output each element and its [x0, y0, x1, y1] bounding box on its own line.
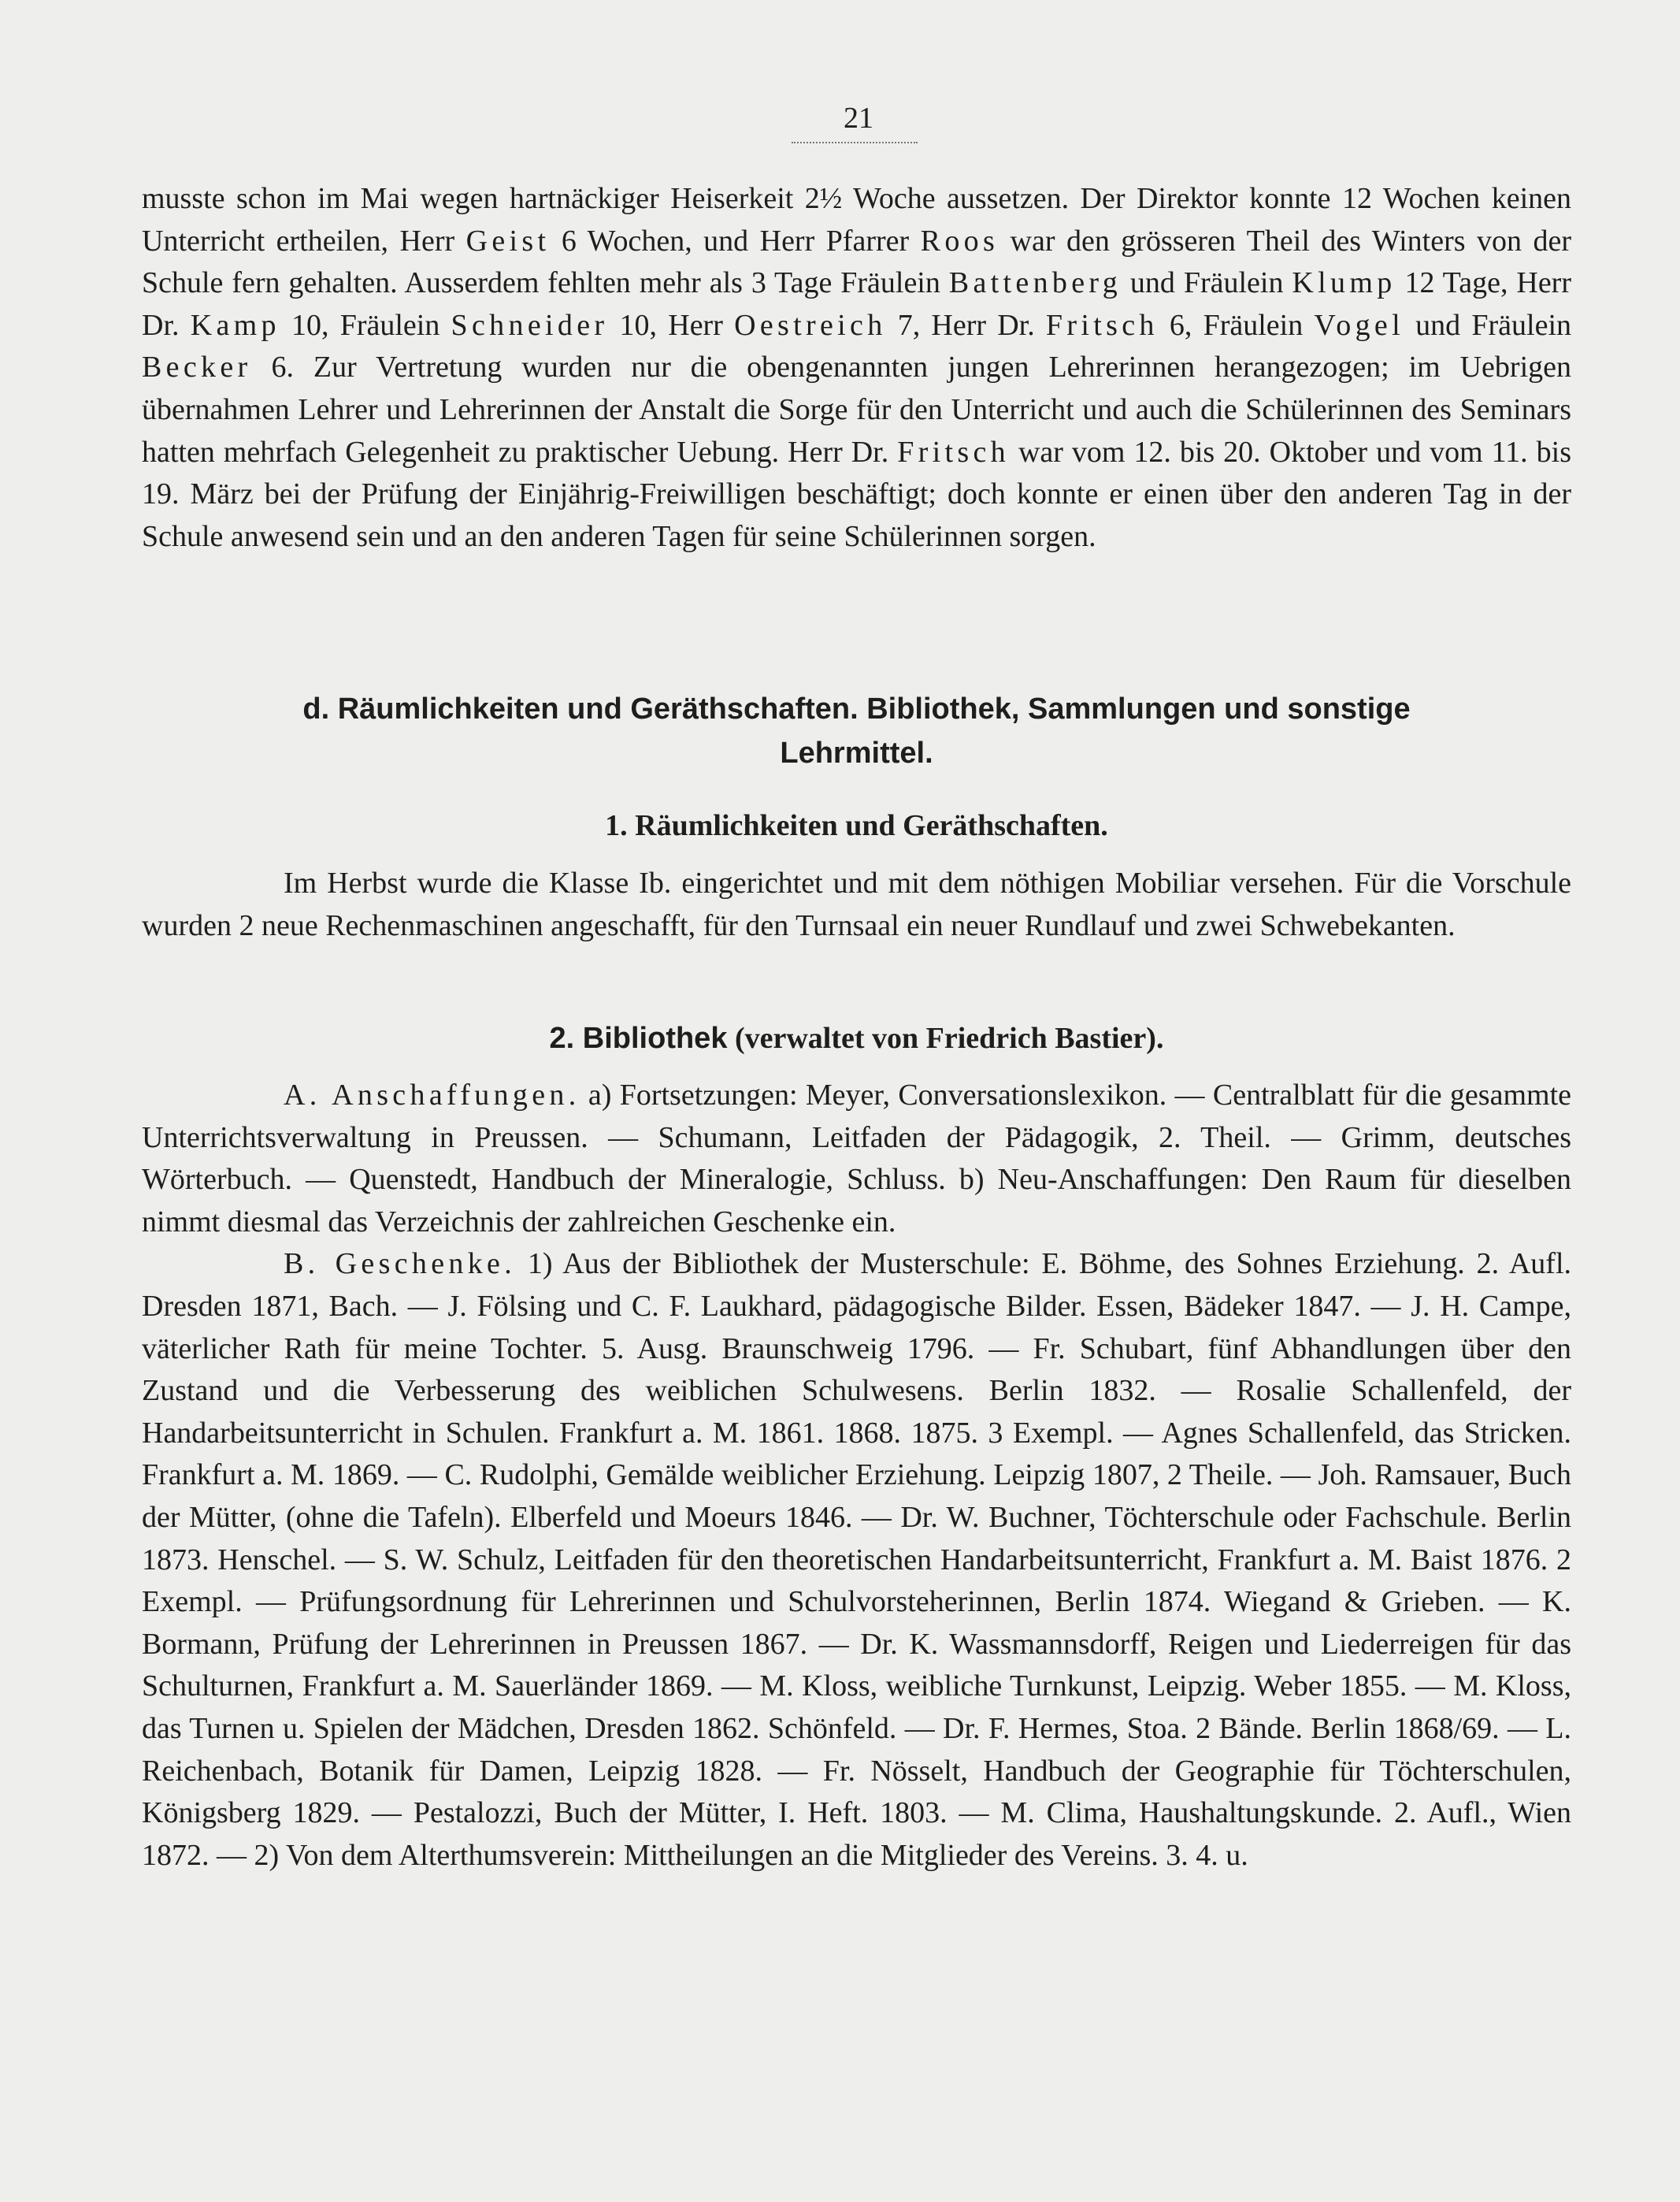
intro-paragraph	[142, 178, 1571, 558]
paragraph-anschaffungen	[142, 1075, 1571, 1243]
text-run: war vom 12. bis 20. Oktober und vom 11. bis 19. März bei der Prüfung der Einjährig-Freiwilligen beschäftigt; doch konnte er einen über den anderen Tag in der Schule anwesend sein und an den anderen Tagen für seine Schülerinnen sorgen.	[142, 435, 1571, 553]
person-name: Roos	[920, 224, 999, 258]
paragraph-text: 1) Aus der Bibliothek der Musterschule: E. Böhme, des Sohnes Erziehung. 2. Aufl. Dresden 1871, Bach. — J. Fölsing und C. F. Laukhard, pädagogische Bilder. Essen, Bädeker 1847. — J. H. Campe, väterlicher Rath für meine Tochter. 5. Ausg. Braunschweig 1796. — Fr. Schubart, fünf Abhandlungen über den Zustand und die Verbesserung des weiblichen Schulwesens. Berlin 1832. — Rosalie Schallenfeld, der Handarbeitsunterricht in Schulen. Frankfurt a. M. 1861. 1868. 1875. 3 Exempl. — Agnes Schallenfeld, das Stricken. Frankfurt a. M. 1869. — C. Rudolphi, Gemälde weiblicher Erziehung. Leipzig 1807, 2 Theile. — Joh. Ramsauer, Buch der Mütter, (ohne die Tafeln). Elberfeld und Moeurs 1846. — Dr. W. Buchner, Töchterschule oder Fachschule. Berlin 1873. Henschel. — S. W. Schulz, Leitfaden für den theoretischen Handarbeitsunterricht, Frankfurt a. M. Baist 1876. 2 Exempl. — Prüfungsordnung für Lehrerinnen und Schulvorsteherinnen, Berlin 1874. Wiegand & Grieben. — K. Bormann, Prüfung der Lehrerinnen in Preussen 1867. — Dr. K. Wassmannsdorff, Reigen und Liederreigen für das Schulturnen, Frankfurt a. M. Sauerländer 1869. — M. Kloss, weibliche Turnkunst, Leipzig. Weber 1855. — M. Kloss, das Turnen u. Spielen der Mädchen, Dresden 1862. Schönfeld. — Dr. F. Hermes, Stoa. 2 Bände. Berlin 1868/69. — L. Reichenbach, Botanik für Damen, Leipzig 1828. — Fr. Nösselt, Handbuch der Geographie für Töchterschulen, Königsberg 1829. — Pestalozzi, Buch der Mütter, I. Heft. 1803. — M. Clima, Haushaltungskunde. 2. Aufl., Wien 1872. — 2) Von dem Alterthumsverein: Mittheilungen an die Mitglieder des Vereins. 3. 4. u.	[142, 1247, 1571, 1872]
paragraph-label: A. Anschaffungen.	[284, 1079, 580, 1112]
text-run: 7, Herr Dr.	[886, 308, 1046, 342]
text-run: 6, Fräulein	[1158, 308, 1315, 342]
subsection-2-heading	[142, 1016, 1571, 1060]
section-d-heading-line1: d. Räumlichkeiten und Geräthschaften. Bibliothek, Sammlungen und sonstige	[302, 693, 1411, 726]
subsection-2-heading-bold: 2. Bibliothek	[549, 1022, 728, 1055]
paragraph-label: B. Geschenke.	[284, 1247, 517, 1281]
person-name: Vogel	[1314, 308, 1404, 342]
subsection-1-heading: 1. Räumlichkeiten und Geräthschaften.	[605, 809, 1108, 842]
person-name: Kamp	[190, 308, 280, 342]
person-name: Fritsch	[1045, 308, 1159, 342]
person-name: Oestreich	[734, 308, 887, 342]
paragraph-text: a) Fortsetzungen: Meyer, Conversationslexikon. — Centralblatt für die gesammte Unterrichtsverwaltung in Preussen. — Schumann, Leitfaden der Pädagogik, 2. Theil. — Grimm, deutsches Wörterbuch. — Quenstedt, Handbuch der Mineralogie, Schluss. b) Neu-Anschaffungen: Den Raum für dieselben nimmt diesmal das Verzeichnis der zahlreichen Geschenke ein.	[142, 1079, 1571, 1238]
section-d-heading-line2: Lehrmittel.	[780, 737, 933, 770]
text-run: 10, Herr	[608, 308, 735, 342]
page-number: 21	[844, 102, 873, 135]
person-name: Fritsch	[897, 435, 1010, 469]
subsection-2-block	[142, 1075, 1571, 1877]
text-run: 12 Tage, Herr Dr.	[142, 266, 1571, 342]
subsection-1-block	[142, 863, 1571, 947]
person-name: Klump	[1292, 266, 1396, 300]
text-run: musste schon im Mai wegen hartnäckiger Heiserkeit 2½ Woche aussetzen. Der Direktor konnte 12 Wochen keinen Unterricht ertheilen, Herr	[142, 182, 1571, 258]
text-run: war den grösseren Theil des Winters von der Schule fern gehalten. Ausserdem fehlten mehr als 3 Tage Fräulein	[142, 224, 1571, 300]
paragraph-geschenke	[142, 1243, 1571, 1877]
text-run: 10, Fräulein	[280, 308, 451, 342]
person-name: Schneider	[451, 308, 609, 342]
section-d-heading	[142, 687, 1571, 775]
person-name: Battenberg	[948, 266, 1122, 300]
person-name: Becker	[142, 351, 252, 384]
intro-paragraph-block	[142, 178, 1571, 558]
text-run: und Fräulein	[1404, 308, 1572, 342]
page-number-ornament	[792, 142, 918, 143]
text-run: 6 Wochen, und Herr Pfarrer	[550, 224, 921, 258]
text-run: 6. Zur Vertretung wurden nur die obengenannten jungen Lehrerinnen herangezogen; im Uebrigen übernahmen Lehrer und Lehrerinnen der Anstalt die Sorge für den Unterricht und auch die Schülerinnen des Seminars hatten mehrfach Gelegenheit zu praktischer Uebung. Herr Dr.	[142, 351, 1571, 469]
text-run: und Fräulein	[1122, 266, 1292, 300]
person-name: Geist	[465, 224, 551, 258]
subsection-1-paragraph: Im Herbst wurde die Klasse Ib. eingerichtet und mit dem nöthigen Mobiliar versehen. Für die Vorschule wurden 2 neue Rechenmaschinen angeschafft, für den Turnsaal ein neuer Rundlauf und zwei Schwebekanten.	[142, 867, 1571, 942]
subsection-2-heading-rest: (verwaltet von Friedrich Bastier).	[727, 1022, 1164, 1055]
